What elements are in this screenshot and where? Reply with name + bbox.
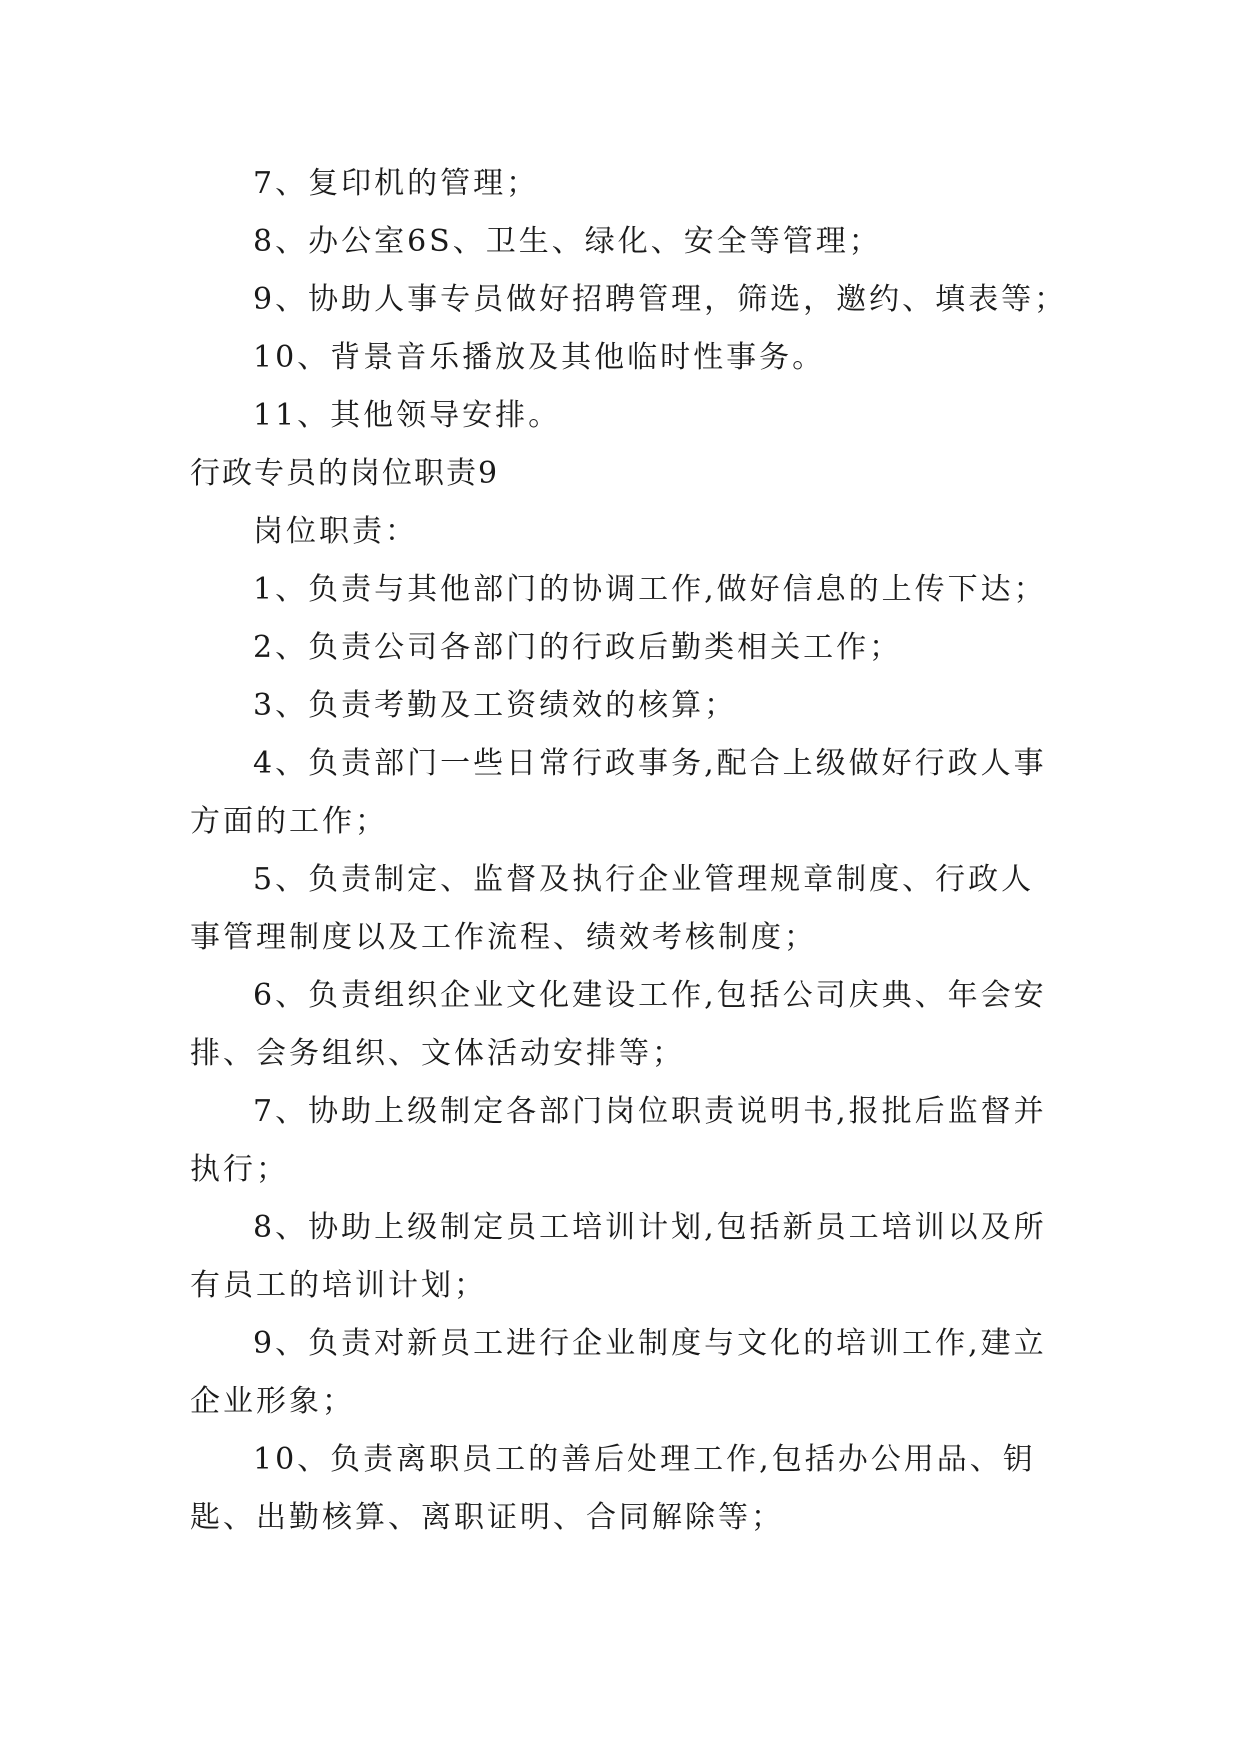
duty-line-continued: 方面的工作； xyxy=(190,804,388,839)
duty-line-continued: 排、会务组织、文体活动安排等； xyxy=(190,1036,685,1071)
duty-line: 5、负责制定、监督及执行企业管理规章制度、行政人 xyxy=(253,862,1035,897)
duty-line: 7、协助上级制定各部门岗位职责说明书,报批后监督并 xyxy=(253,1094,1047,1129)
duty-line: 1、负责与其他部门的协调工作,做好信息的上传下达； xyxy=(253,572,1047,607)
duty-line-continued: 事管理制度以及工作流程、绩效考核制度； xyxy=(190,920,817,955)
list-item: 8、办公室6S、卫生、绿化、安全等管理； xyxy=(253,224,882,259)
duty-line-continued: 有员工的培训计划； xyxy=(190,1268,487,1303)
duty-line: 6、负责组织企业文化建设工作,包括公司庆典、年会安 xyxy=(253,978,1047,1013)
duty-line-continued: 企业形象； xyxy=(190,1384,355,1419)
duty-line: 10、负责离职员工的善后处理工作,包括办公用品、钥 xyxy=(253,1442,1036,1477)
list-item: 11、其他领导安排。 xyxy=(253,398,562,433)
duty-line-continued: 执行； xyxy=(190,1152,289,1187)
duty-line: 8、协助上级制定员工培训计划,包括新员工培训以及所 xyxy=(253,1210,1047,1245)
list-item: 7、复印机的管理； xyxy=(253,166,540,201)
duty-line: 3、负责考勤及工资绩效的核算； xyxy=(253,688,738,723)
duty-line: 9、负责对新员工进行企业制度与文化的培训工作,建立 xyxy=(253,1326,1047,1361)
duties-list xyxy=(190,561,1070,1547)
section-title: 行政专员的岗位职责9 xyxy=(190,456,500,491)
list-item: 10、背景音乐播放及其他临时性事务。 xyxy=(253,340,826,375)
document-page xyxy=(190,155,1070,1547)
list-item: 9、协助人事专员做好招聘管理，筛选，邀约、填表等； xyxy=(253,282,1068,317)
duty-line: 2、负责公司各部门的行政后勤类相关工作； xyxy=(253,630,903,665)
duty-line-continued: 匙、出勤核算、离职证明、合同解除等； xyxy=(190,1500,784,1535)
top-list xyxy=(190,155,1070,445)
section-label: 岗位职责： xyxy=(253,514,418,549)
duty-line: 4、负责部门一些日常行政事务,配合上级做好行政人事 xyxy=(253,746,1047,781)
